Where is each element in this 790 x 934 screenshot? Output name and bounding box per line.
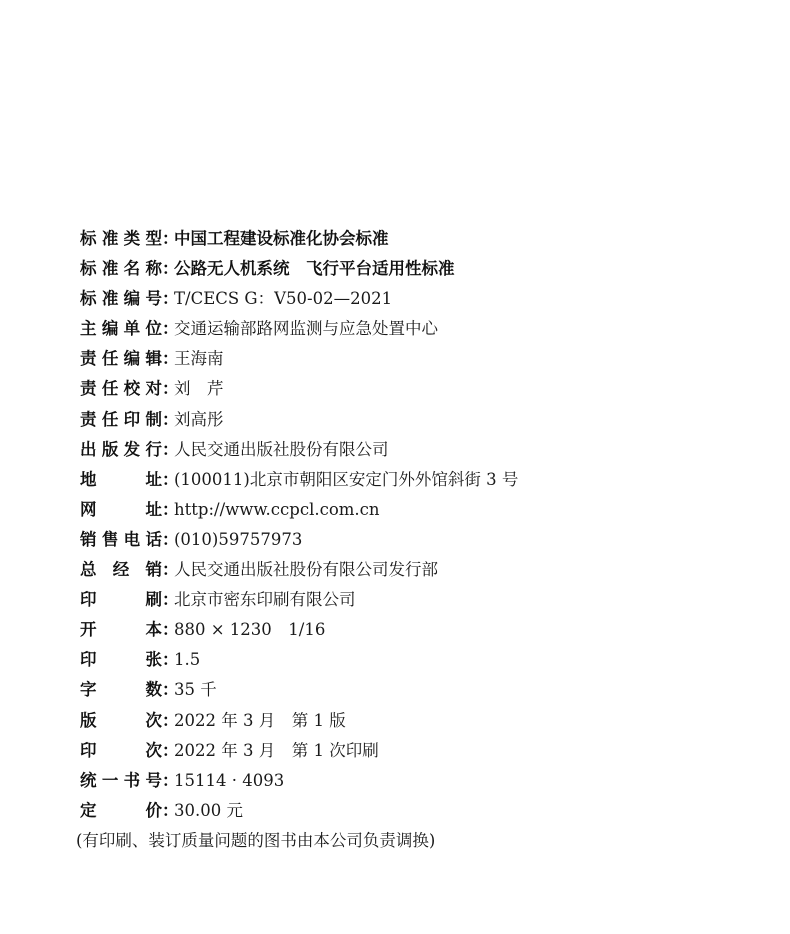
colon: ： xyxy=(162,770,179,790)
word-count-label: 字数 xyxy=(80,680,162,700)
colon: ： xyxy=(162,499,179,519)
colon: ： xyxy=(162,680,179,700)
colon: ： xyxy=(162,439,179,459)
sales-phone-label: 销售电话 xyxy=(80,529,162,549)
colophon-row-edition xyxy=(80,709,760,739)
proofreader-label: 责任校对 xyxy=(80,379,162,399)
colophon-row-word-count xyxy=(80,678,760,708)
colophon-row-responsible-editor xyxy=(80,347,760,377)
price-value: 30.00 元 xyxy=(174,800,243,820)
standard-type-value: 中国工程建设标准化协会标准 xyxy=(174,229,389,248)
sheets-value: 1.5 xyxy=(174,650,201,670)
printing-value: 2022 年 3 月 第 1 次印刷 xyxy=(174,740,379,760)
sheets-label: 印张 xyxy=(80,650,162,670)
standard-number-value: T/CECS G：V50-02—2021 xyxy=(174,289,393,309)
colophon-row-sheets xyxy=(80,648,760,678)
distributor-value: 人民交通出版社股份有限公司发行部 xyxy=(174,560,438,580)
chief-editor-unit-label: 主编单位 xyxy=(80,319,162,339)
colophon-row-book-number xyxy=(80,769,760,799)
colophon-row-standard-name xyxy=(80,257,760,287)
colon: ： xyxy=(162,289,179,309)
format-value: 880 × 1230 1/16 xyxy=(174,620,326,640)
proofreader-value: 刘 芹 xyxy=(174,379,224,399)
book-number-value: 15114 · 4093 xyxy=(174,770,285,790)
colon: ： xyxy=(162,469,179,489)
print-supervisor-label: 责任印制 xyxy=(80,409,162,429)
sales-phone-value: (010)59757973 xyxy=(174,529,303,549)
colophon-row-price xyxy=(80,799,760,829)
colophon-row-standard-type xyxy=(80,227,760,257)
colon: ： xyxy=(162,379,179,399)
book-number-label: 统一书号 xyxy=(80,770,162,790)
word-count-value: 35 千 xyxy=(174,680,217,700)
printer-value: 北京市密东印刷有限公司 xyxy=(174,590,356,610)
standard-type-label: 标准类型 xyxy=(80,229,162,248)
format-label: 开本 xyxy=(80,620,162,640)
distributor-label: 总经销 xyxy=(80,560,162,580)
edition-value: 2022 年 3 月 第 1 版 xyxy=(174,710,346,730)
colon: ： xyxy=(162,740,179,760)
colon: ： xyxy=(162,319,179,339)
colon: ： xyxy=(162,349,179,369)
colophon-block xyxy=(76,227,760,859)
colophon-row-proofreader xyxy=(80,377,760,407)
colon: ： xyxy=(162,710,179,730)
colon: ： xyxy=(162,620,179,640)
address-label: 地址 xyxy=(80,469,162,489)
colophon-row-sales-phone xyxy=(80,528,760,558)
colophon-row-distributor xyxy=(80,558,760,588)
colophon-row-address xyxy=(80,468,760,498)
colophon-row-standard-number xyxy=(80,287,760,317)
website-label: 网址 xyxy=(80,499,162,519)
colophon-row-print-supervisor xyxy=(80,408,760,438)
printing-label: 印次 xyxy=(80,740,162,760)
quality-note: (有印刷、装订质量问题的图书由本公司负责调换) xyxy=(76,830,436,850)
colophon-row-printing xyxy=(80,739,760,769)
colophon-row-printer xyxy=(80,588,760,618)
website-value: http://www.ccpcl.com.cn xyxy=(174,499,380,519)
responsible-editor-value: 王海南 xyxy=(174,349,224,369)
colon: ： xyxy=(162,259,179,279)
standard-name-value: 公路无人机系统 飞行平台适用性标准 xyxy=(174,259,455,279)
colophon-row-website xyxy=(80,498,760,528)
colon: ： xyxy=(162,409,179,429)
publisher-value: 人民交通出版社股份有限公司 xyxy=(174,439,389,459)
colon: ： xyxy=(162,229,179,248)
colon: ： xyxy=(162,590,179,610)
colon: ： xyxy=(162,560,179,580)
print-supervisor-value: 刘高彤 xyxy=(174,409,224,429)
printer-label: 印刷 xyxy=(80,590,162,610)
address-value: (100011)北京市朝阳区安定门外外馆斜街 3 号 xyxy=(174,469,519,489)
colophon-row-chief-editor-unit xyxy=(80,317,760,347)
edition-label: 版次 xyxy=(80,710,162,730)
colon: ： xyxy=(162,800,179,820)
colophon-row-format xyxy=(80,618,760,648)
standard-number-label: 标准编号 xyxy=(80,289,162,309)
price-label: 定价 xyxy=(80,800,162,820)
standard-name-label: 标准名称 xyxy=(80,259,162,279)
colophon-row-publisher xyxy=(80,438,760,468)
responsible-editor-label: 责任编辑 xyxy=(80,349,162,369)
publisher-label: 出版发行 xyxy=(80,439,162,459)
colon: ： xyxy=(162,529,179,549)
colon: ： xyxy=(162,650,179,670)
chief-editor-unit-value: 交通运输部路网监测与应急处置中心 xyxy=(174,319,438,339)
